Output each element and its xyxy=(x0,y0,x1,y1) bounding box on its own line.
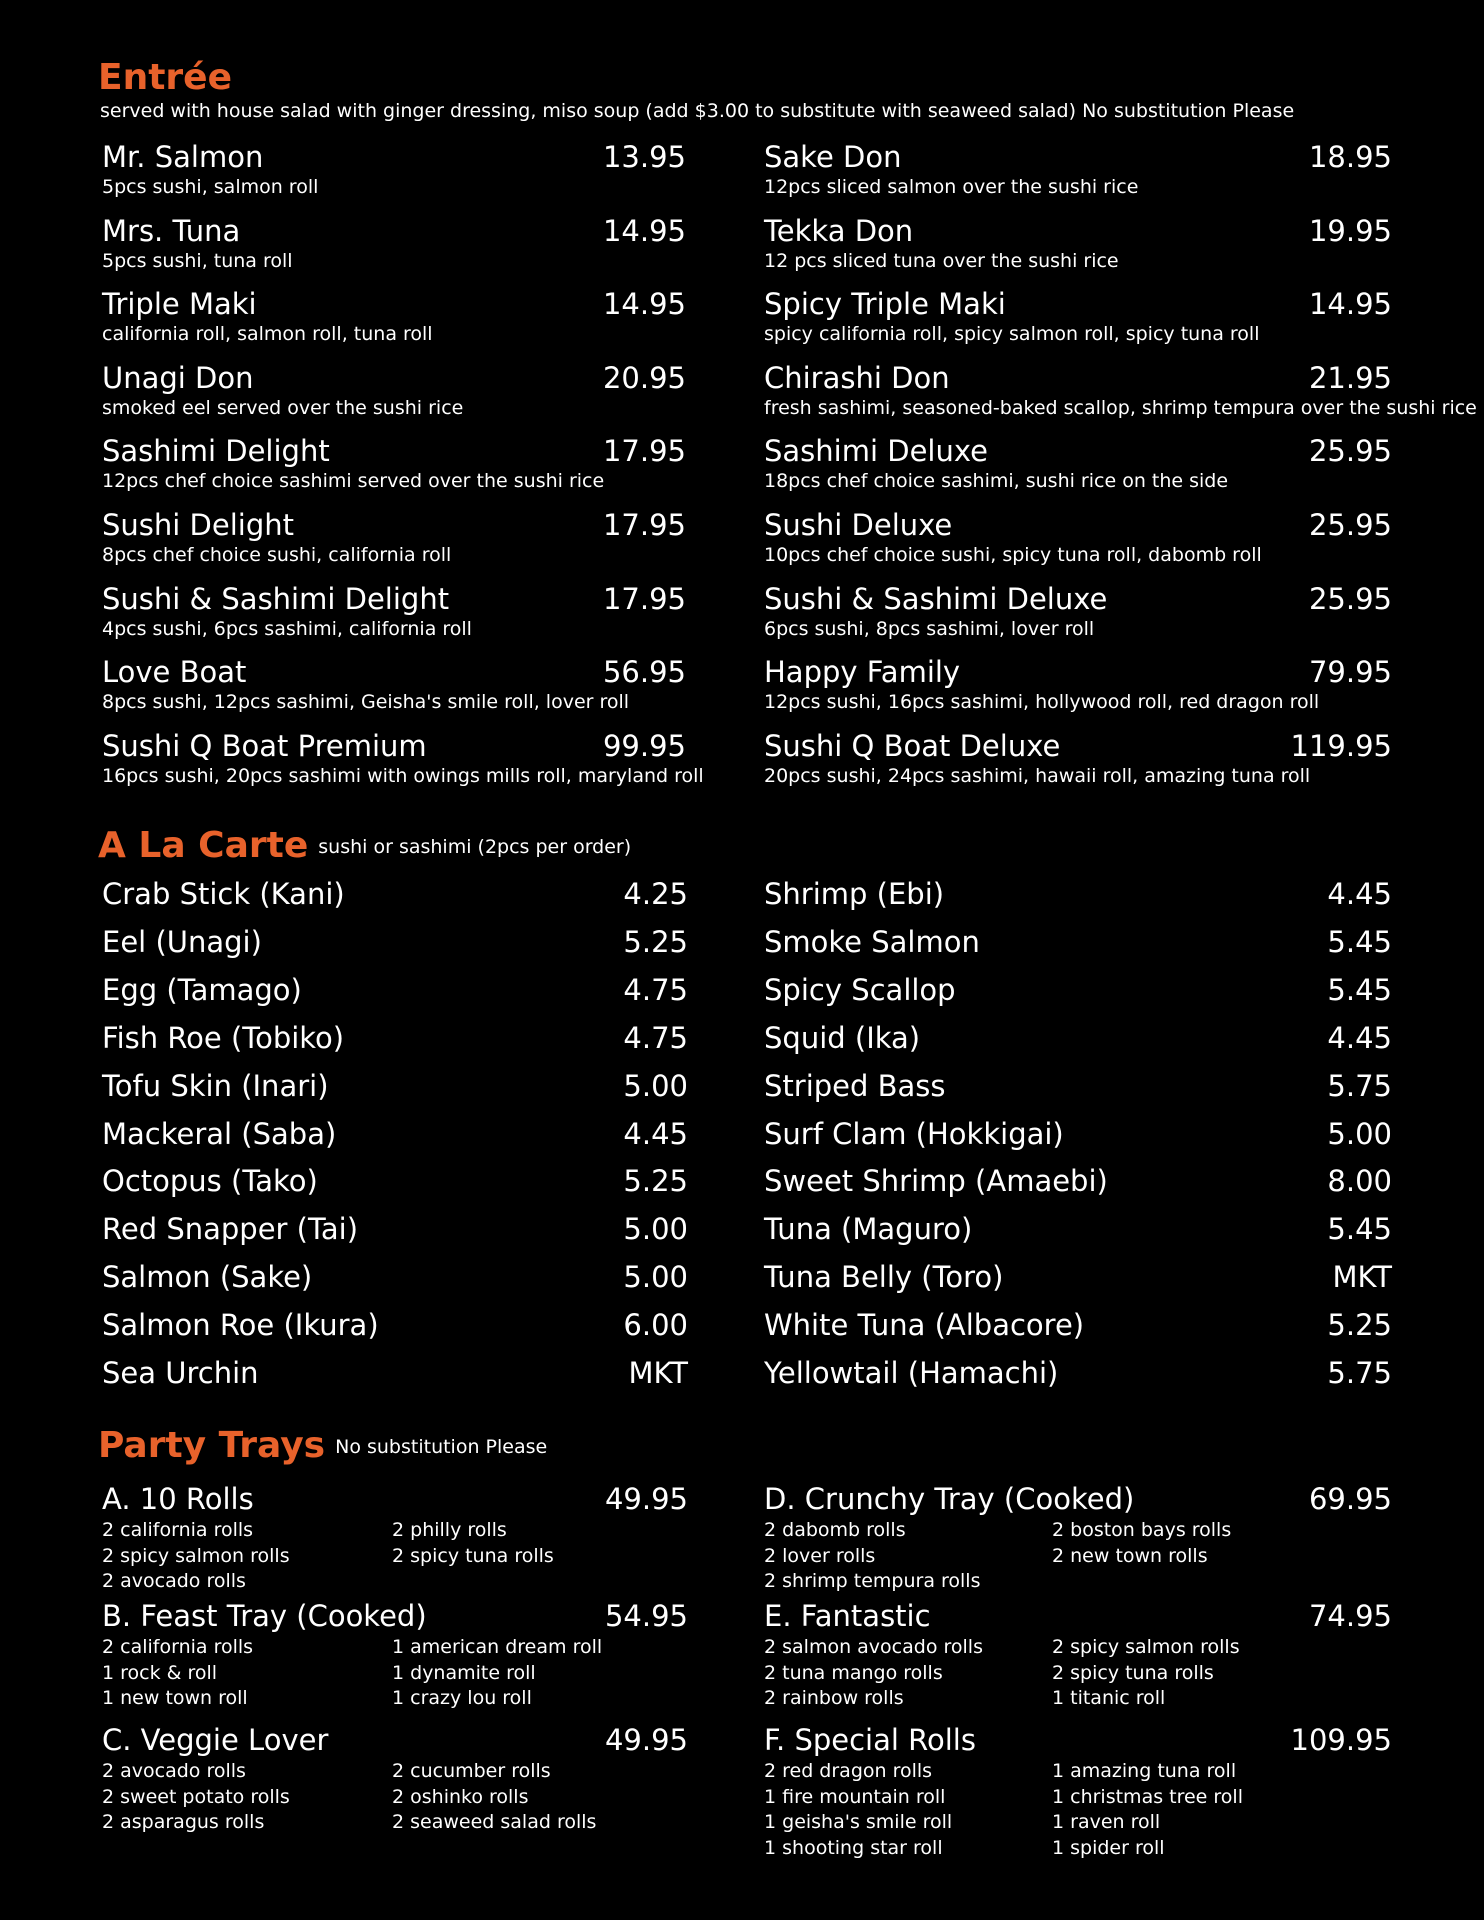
item-price: 5.25 xyxy=(623,1164,688,1199)
tray-roll: 2 philly rolls xyxy=(392,1519,507,1541)
tray-roll: 2 red dragon rolls xyxy=(764,1760,933,1782)
item-name: Sushi Q Boat Deluxe xyxy=(764,728,1061,763)
item-name: Tuna Belly (Toro) xyxy=(764,1260,1004,1295)
entree-item xyxy=(102,214,686,284)
entree-title xyxy=(98,57,233,98)
tray-roll: 1 titanic roll xyxy=(1052,1687,1166,1709)
item-name: Love Boat xyxy=(102,655,247,690)
tray-roll: 2 dabomb rolls xyxy=(764,1519,906,1541)
alacarte-item xyxy=(764,1068,1392,1108)
alacarte-item xyxy=(102,1020,688,1060)
item-price: 5.45 xyxy=(1327,1212,1392,1247)
tray-roll: 1 dynamite roll xyxy=(392,1661,536,1684)
tray-rolls-col2 xyxy=(392,1759,596,1836)
item-price: 5.75 xyxy=(1327,1068,1392,1103)
item-price: 25.95 xyxy=(1308,508,1392,542)
item-name: Sushi & Sashimi Deluxe xyxy=(764,581,1108,616)
alacarte-item xyxy=(764,1307,1392,1347)
item-name: Sushi Q Boat Premium xyxy=(102,728,427,763)
item-price: 79.95 xyxy=(1308,655,1392,690)
item-name: Smoke Salmon xyxy=(764,924,980,959)
tray-price: 49.95 xyxy=(604,1482,688,1516)
item-price: 8.00 xyxy=(1327,1164,1392,1199)
tray-roll: 1 raven roll xyxy=(1052,1811,1161,1833)
entree-item xyxy=(102,434,686,504)
tray-rolls-col1 xyxy=(764,1635,983,1712)
item-description: fresh sashimi, seasoned-baked scallop, shrimp tempura over the sushi rice xyxy=(764,396,1477,419)
item-price: 5.00 xyxy=(1327,1116,1392,1151)
item-description: 12pcs chef choice sashimi served over the sushi rice xyxy=(102,470,605,493)
item-description: california roll, salmon roll, tuna roll xyxy=(102,323,433,346)
tray-roll: 2 rainbow rolls xyxy=(764,1687,904,1709)
item-price: 25.95 xyxy=(1308,434,1392,469)
item-name: Sushi Delight xyxy=(102,508,294,542)
item-description: 8pcs sushi, 12pcs sashimi, Geisha's smile roll, lover roll xyxy=(102,691,630,714)
item-name: Squid (Ika) xyxy=(764,1020,921,1055)
entree-item xyxy=(764,582,1392,652)
item-name: Eel (Unagi) xyxy=(102,924,262,959)
alacarte-item xyxy=(764,1259,1392,1299)
alacarte-item xyxy=(102,972,688,1012)
tray-name: D. Crunchy Tray (Cooked) xyxy=(764,1482,1135,1516)
tray-roll: 1 rock & roll xyxy=(102,1661,218,1684)
item-description: 8pcs chef choice sushi, california roll xyxy=(102,544,452,566)
item-description: 20pcs sushi, 24pcs sashimi, hawaii roll, amazing tuna roll xyxy=(764,764,1311,787)
item-description: 10pcs chef choice sushi, spicy tuna roll, dabomb roll xyxy=(764,544,1262,566)
item-price: 4.25 xyxy=(623,877,688,911)
item-name: Sushi & Sashimi Delight xyxy=(102,581,450,616)
item-description: 6pcs sushi, 8pcs sashimi, lover roll xyxy=(764,617,1095,640)
tray-roll: 1 christmas tree roll xyxy=(1052,1785,1243,1808)
alacarte-item xyxy=(764,1211,1392,1251)
alacarte-item xyxy=(764,924,1392,964)
item-name: Mrs. Tuna xyxy=(102,213,241,248)
tray-rolls-col2 xyxy=(1052,1759,1243,1861)
tray-roll: 2 asparagus rolls xyxy=(102,1811,265,1833)
tray-roll: 2 spicy salmon rolls xyxy=(1052,1636,1240,1658)
item-name: Happy Family xyxy=(764,655,961,690)
item-price: 17.95 xyxy=(602,581,686,616)
item-price: 17.95 xyxy=(602,434,686,469)
tray-roll: 1 shooting star roll xyxy=(764,1836,943,1859)
tray-roll: 2 california rolls xyxy=(102,1636,254,1658)
item-price: 21.95 xyxy=(1308,360,1392,395)
tray-roll: 2 salmon avocado rolls xyxy=(764,1636,983,1658)
entree-item xyxy=(764,360,1477,431)
alacarte-item xyxy=(764,1355,1392,1395)
item-name: Crab Stick (Kani) xyxy=(102,877,345,911)
item-name: Mackeral (Saba) xyxy=(102,1116,337,1151)
item-price: 5.00 xyxy=(623,1260,688,1295)
item-price: 5.75 xyxy=(1327,1356,1392,1390)
party-subtitle: No substitution Please xyxy=(335,1435,548,1458)
tray-roll: 2 avocado rolls xyxy=(102,1760,246,1782)
item-price: 25.95 xyxy=(1308,581,1392,616)
item-name: Sweet Shrimp (Amaebi) xyxy=(764,1164,1108,1199)
item-price: 4.45 xyxy=(623,1116,688,1151)
entree-item xyxy=(102,140,686,210)
alacarte-item xyxy=(102,1116,688,1156)
entree-item xyxy=(764,140,1392,210)
item-name: Striped Bass xyxy=(764,1068,946,1103)
entree-item xyxy=(764,434,1392,504)
item-price: 5.45 xyxy=(1327,924,1392,959)
tray-roll: 2 spicy salmon rolls xyxy=(102,1544,290,1567)
entree-item xyxy=(102,361,686,431)
tray-price: 69.95 xyxy=(1308,1482,1392,1516)
alacarte-item xyxy=(102,876,688,916)
tray-roll: 2 cucumber rolls xyxy=(392,1760,551,1782)
tray-roll: 2 lover rolls xyxy=(764,1544,876,1567)
party-tray xyxy=(764,1723,1392,1863)
tray-roll: 2 shrimp tempura rolls xyxy=(764,1570,981,1592)
item-description: 12pcs sushi, 16pcs sashimi, hollywood roll, red dragon roll xyxy=(764,691,1320,714)
item-name: Triple Maki xyxy=(102,287,257,322)
entree-item xyxy=(764,729,1392,799)
item-price: 13.95 xyxy=(602,140,686,174)
item-name: Spicy Triple Maki xyxy=(764,287,1006,322)
item-description: 5pcs sushi, tuna roll xyxy=(102,249,293,272)
item-name: Salmon Roe (Ikura) xyxy=(102,1308,379,1343)
item-price: 6.00 xyxy=(623,1308,688,1343)
item-name: Sashimi Delight xyxy=(102,434,330,469)
item-price: 56.95 xyxy=(602,655,686,690)
entree-item xyxy=(764,214,1392,284)
party-title-text: Party Trays xyxy=(98,1425,326,1466)
alacarte-item xyxy=(764,876,1392,916)
item-description: 12 pcs sliced tuna over the sushi rice xyxy=(764,249,1119,272)
entree-item xyxy=(102,508,686,578)
party-tray xyxy=(102,1599,688,1739)
alacarte-item xyxy=(764,972,1392,1012)
item-price: MKT xyxy=(1332,1260,1392,1295)
item-description: 16pcs sushi, 20pcs sashimi with owings mills roll, maryland roll xyxy=(102,764,704,787)
entree-title-text: Entrée xyxy=(98,57,233,98)
item-price: 4.45 xyxy=(1327,1020,1392,1055)
tray-rolls-col1 xyxy=(764,1518,981,1595)
item-description: 5pcs sushi, salmon roll xyxy=(102,176,319,198)
tray-roll: 2 tuna mango rolls xyxy=(764,1661,943,1684)
item-price: 20.95 xyxy=(602,360,686,395)
alacarte-item xyxy=(764,1163,1392,1203)
alacarte-item xyxy=(764,1020,1392,1060)
tray-roll: 2 california rolls xyxy=(102,1519,254,1541)
item-name: White Tuna (Albacore) xyxy=(764,1308,1085,1343)
tray-roll: 1 american dream roll xyxy=(392,1636,603,1658)
alacarte-item xyxy=(102,1068,688,1108)
tray-price: 49.95 xyxy=(604,1723,688,1757)
item-name: Fish Roe (Tobiko) xyxy=(102,1020,345,1055)
tray-roll: 1 amazing tuna roll xyxy=(1052,1760,1237,1782)
item-price: 14.95 xyxy=(1308,287,1392,322)
alacarte-item xyxy=(102,924,688,964)
alacarte-item xyxy=(764,1116,1392,1156)
item-name: Unagi Don xyxy=(102,360,254,395)
tray-rolls-col2 xyxy=(1052,1518,1231,1569)
item-price: 5.45 xyxy=(1327,972,1392,1007)
item-description: 4pcs sushi, 6pcs sashimi, california roll xyxy=(102,617,472,640)
item-name: Egg (Tamago) xyxy=(102,972,302,1007)
item-price: MKT xyxy=(628,1356,688,1390)
entree-item xyxy=(102,655,686,725)
item-description: 12pcs sliced salmon over the sushi rice xyxy=(764,176,1139,198)
item-name: Mr. Salmon xyxy=(102,140,264,174)
tray-name: A. 10 Rolls xyxy=(102,1482,254,1516)
entree-item xyxy=(764,287,1392,357)
alacarte-title xyxy=(98,825,632,866)
tray-roll: 2 oshinko rolls xyxy=(392,1785,529,1808)
party-title xyxy=(98,1425,548,1466)
tray-roll: 1 crazy lou roll xyxy=(392,1687,532,1709)
tray-price: 54.95 xyxy=(604,1599,688,1633)
item-name: Yellowtail (Hamachi) xyxy=(764,1356,1059,1390)
tray-rolls-col2 xyxy=(1052,1635,1240,1712)
alacarte-item xyxy=(102,1259,688,1299)
tray-name: C. Veggie Lover xyxy=(102,1723,329,1757)
tray-roll: 2 boston bays rolls xyxy=(1052,1519,1232,1541)
alacarte-item xyxy=(102,1355,688,1395)
item-price: 4.75 xyxy=(623,1020,688,1055)
item-price: 119.95 xyxy=(1290,728,1392,763)
entree-item xyxy=(102,582,686,652)
item-name: Octopus (Tako) xyxy=(102,1164,318,1199)
tray-rolls-col1 xyxy=(102,1759,290,1836)
item-name: Sashimi Deluxe xyxy=(764,434,988,469)
tray-roll: 2 avocado rolls xyxy=(102,1570,246,1592)
item-name: Red Snapper (Tai) xyxy=(102,1212,359,1247)
tray-rolls-col1 xyxy=(764,1759,952,1861)
item-price: 99.95 xyxy=(602,728,686,763)
party-tray xyxy=(764,1599,1392,1739)
item-price: 4.45 xyxy=(1327,877,1392,911)
tray-roll: 2 sweet potato rolls xyxy=(102,1785,290,1808)
tray-roll: 1 fire mountain roll xyxy=(764,1785,946,1808)
item-name: Tuna (Maguro) xyxy=(764,1212,973,1247)
tray-roll: 2 new town rolls xyxy=(1052,1544,1208,1567)
entree-note: served with house salad with ginger dressing, miso soup (add $3.00 to substitute with seaweed salad) No substitution Please xyxy=(100,100,1295,122)
tray-roll: 2 spicy tuna rolls xyxy=(1052,1661,1214,1684)
alacarte-item xyxy=(102,1307,688,1347)
item-price: 5.25 xyxy=(623,924,688,959)
tray-roll: 2 spicy tuna rolls xyxy=(392,1544,554,1567)
item-price: 18.95 xyxy=(1308,140,1392,174)
tray-rolls-col1 xyxy=(102,1635,253,1712)
item-name: Tofu Skin (Inari) xyxy=(102,1068,329,1103)
item-price: 19.95 xyxy=(1308,213,1392,248)
tray-roll: 2 seaweed salad rolls xyxy=(392,1811,597,1833)
item-name: Surf Clam (Hokkigai) xyxy=(764,1116,1064,1151)
tray-rolls-col1 xyxy=(102,1518,290,1595)
item-name: Tekka Don xyxy=(764,213,914,248)
item-price: 14.95 xyxy=(602,287,686,322)
tray-roll: 1 spider roll xyxy=(1052,1836,1165,1859)
tray-name: B. Feast Tray (Cooked) xyxy=(102,1599,427,1633)
tray-name: F. Special Rolls xyxy=(764,1723,976,1757)
entree-item xyxy=(764,655,1392,725)
item-name: Sea Urchin xyxy=(102,1356,259,1390)
entree-item xyxy=(764,508,1392,578)
tray-name: E. Fantastic xyxy=(764,1599,931,1633)
item-name: Chirashi Don xyxy=(764,360,950,395)
tray-roll: 1 geisha's smile roll xyxy=(764,1811,953,1833)
item-description: spicy california roll, spicy salmon roll, spicy tuna roll xyxy=(764,323,1260,346)
tray-rolls-col2 xyxy=(392,1518,554,1569)
alacarte-subtitle: sushi or sashimi (2pcs per order) xyxy=(318,835,632,858)
item-price: 5.00 xyxy=(623,1068,688,1103)
item-name: Spicy Scallop xyxy=(764,972,956,1007)
entree-item xyxy=(102,728,704,799)
tray-price: 109.95 xyxy=(1290,1723,1392,1757)
alacarte-item xyxy=(102,1163,688,1203)
item-description: 18pcs chef choice sashimi, sushi rice on the side xyxy=(764,470,1229,493)
item-price: 5.25 xyxy=(1327,1308,1392,1343)
item-name: Sushi Deluxe xyxy=(764,508,953,542)
tray-roll: 1 new town roll xyxy=(102,1687,248,1709)
item-price: 14.95 xyxy=(602,213,686,248)
item-name: Salmon (Sake) xyxy=(102,1260,313,1295)
item-name: Sake Don xyxy=(764,140,902,174)
item-price: 5.00 xyxy=(623,1212,688,1247)
tray-rolls-col2 xyxy=(392,1635,602,1712)
entree-item xyxy=(102,287,686,357)
item-price: 4.75 xyxy=(623,972,688,1007)
alacarte-item xyxy=(102,1211,688,1251)
tray-price: 74.95 xyxy=(1308,1599,1392,1633)
party-tray xyxy=(102,1723,688,1863)
item-description: smoked eel served over the sushi rice xyxy=(102,396,464,419)
item-price: 17.95 xyxy=(602,508,686,542)
item-name: Shrimp (Ebi) xyxy=(764,877,945,911)
alacarte-title-text: A La Carte xyxy=(98,825,309,866)
